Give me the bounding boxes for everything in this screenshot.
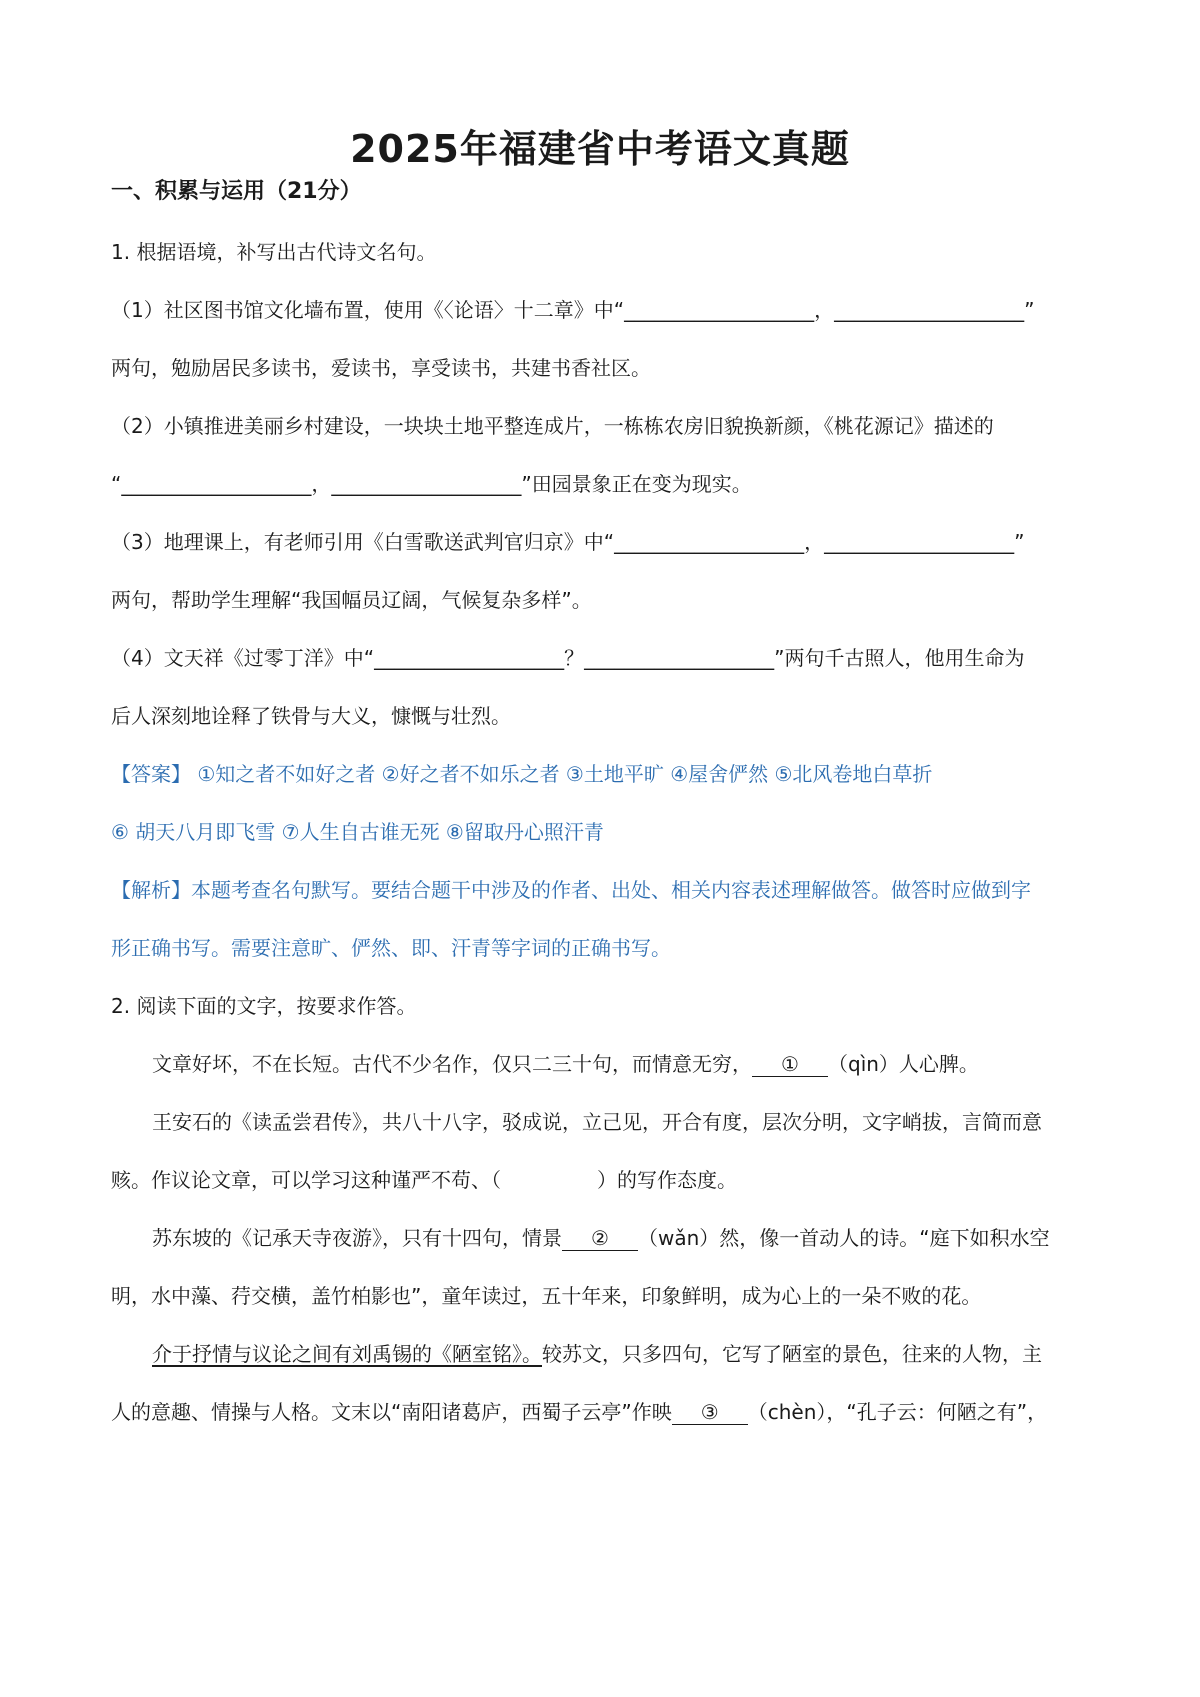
question-1-stem: 1. 根据语境，补写出古代诗文名句。 [111, 240, 437, 264]
underlined-sentence: 介于抒情与议论之间有刘禹锡的《陋室铭》。 [152, 1342, 542, 1366]
passage-text: （chèn），“孔子云：何陋之有”， [747, 1400, 1048, 1424]
passage-text: 苏东坡的《记承天寺夜游》，只有十四句，情景 [152, 1226, 562, 1250]
analysis-line-2: 形正确书写。需要注意旷、俨然、即、汗青等字词的正确书写。 [111, 936, 671, 960]
section-heading: 一、积累与运用（21分） [111, 179, 362, 204]
passage-paragraph-4-line-2 [111, 1398, 1101, 1426]
answer-line-2: ⑥ 胡天八月即飞雪 ⑦人生自古谁无死 ⑧留取丹心照汗青 [111, 820, 604, 844]
passage-text: ）的写作态度。 [597, 1168, 737, 1192]
passage-text: 文章好坏，不在长短。古代不少名作，仅只二三十句，而情意无穷， [152, 1052, 752, 1076]
question-1-item-2-line-1: （2）小镇推进美丽乡村建设，一块块土地平整连成片，一栋栋农房旧貌换新颜，《桃花源记》描述的 [111, 414, 994, 438]
answer-line-1: 【答案】 ①知之者不如好之者 ②好之者不如乐之者 ③土地平旷 ④屋舍俨然 ⑤北风卷地白草折 [111, 762, 933, 786]
question-1-item-4-line-2: 后人深刻地诠释了铁骨与大义，慷慨与壮烈。 [111, 704, 511, 728]
question-1-item-1-line-1: （1）社区图书馆文化墙布置，使用《〈论语〉十二章》中“___________________，___________________” [111, 298, 1035, 322]
page-title: 2025年福建省中考语文真题 [350, 127, 850, 171]
passage-paragraph-2-line-2 [111, 1166, 1101, 1194]
passage-text: （qìn）人心脾。 [828, 1052, 979, 1076]
question-1-item-3-line-2: 两句，帮助学生理解“我国幅员辽阔，气候复杂多样”。 [111, 588, 592, 612]
fill-blank-2[interactable]: ② [562, 1226, 638, 1251]
question-2-stem: 2. 阅读下面的文字，按要求作答。 [111, 994, 417, 1018]
fill-blank-1[interactable]: ① [752, 1052, 828, 1077]
passage-text: 人的意趣、情操与人格。文末以“南阳诸葛庐，西蜀子云亭”作映 [111, 1400, 672, 1424]
question-1-item-3-line-1: （3）地理课上，有老师引用《白雪歌送武判官归京》中“___________________，___________________” [111, 530, 1025, 554]
passage-text: 赅。作议论文章，可以学习这种谨严不苟、（ [111, 1168, 501, 1192]
question-1-item-2-line-2: “___________________，___________________”田园景象正在变为现实。 [111, 472, 752, 496]
passage-paragraph-3-line-1 [152, 1224, 1102, 1252]
fill-blank-3[interactable]: ③ [672, 1400, 748, 1425]
passage-paragraph-2-line-1: 王安石的《读孟尝君传》，共八十八字，驳成说，立己见，开合有度，层次分明，文字峭拔，言简而意 [152, 1110, 1042, 1134]
passage-paragraph-3-line-2: 明，水中藻、荇交横，盖竹柏影也”，童年读过，五十年来，印象鲜明，成为心上的一朵不败的花。 [111, 1284, 982, 1308]
passage-text: 较苏文，只多四句，它写了陋室的景色，往来的人物，主 [542, 1342, 1042, 1366]
passage-paragraph-1 [152, 1050, 1102, 1078]
passage-text: （wǎn）然，像一首动人的诗。“庭下如积水空 [638, 1226, 1050, 1250]
question-1-item-4-line-1: （4）文天祥《过零丁洋》中“___________________？___________________”两句千古照人，他用生命为 [111, 646, 1025, 670]
passage-paragraph-4-line-1 [152, 1340, 1102, 1368]
question-1-item-1-line-2: 两句，勉励居民多读书，爱读书，享受读书，共建书香社区。 [111, 356, 651, 380]
analysis-line-1: 【解析】本题考查名句默写。要结合题干中涉及的作者、出处、相关内容表述理解做答。做答时应做到字 [111, 878, 1031, 902]
